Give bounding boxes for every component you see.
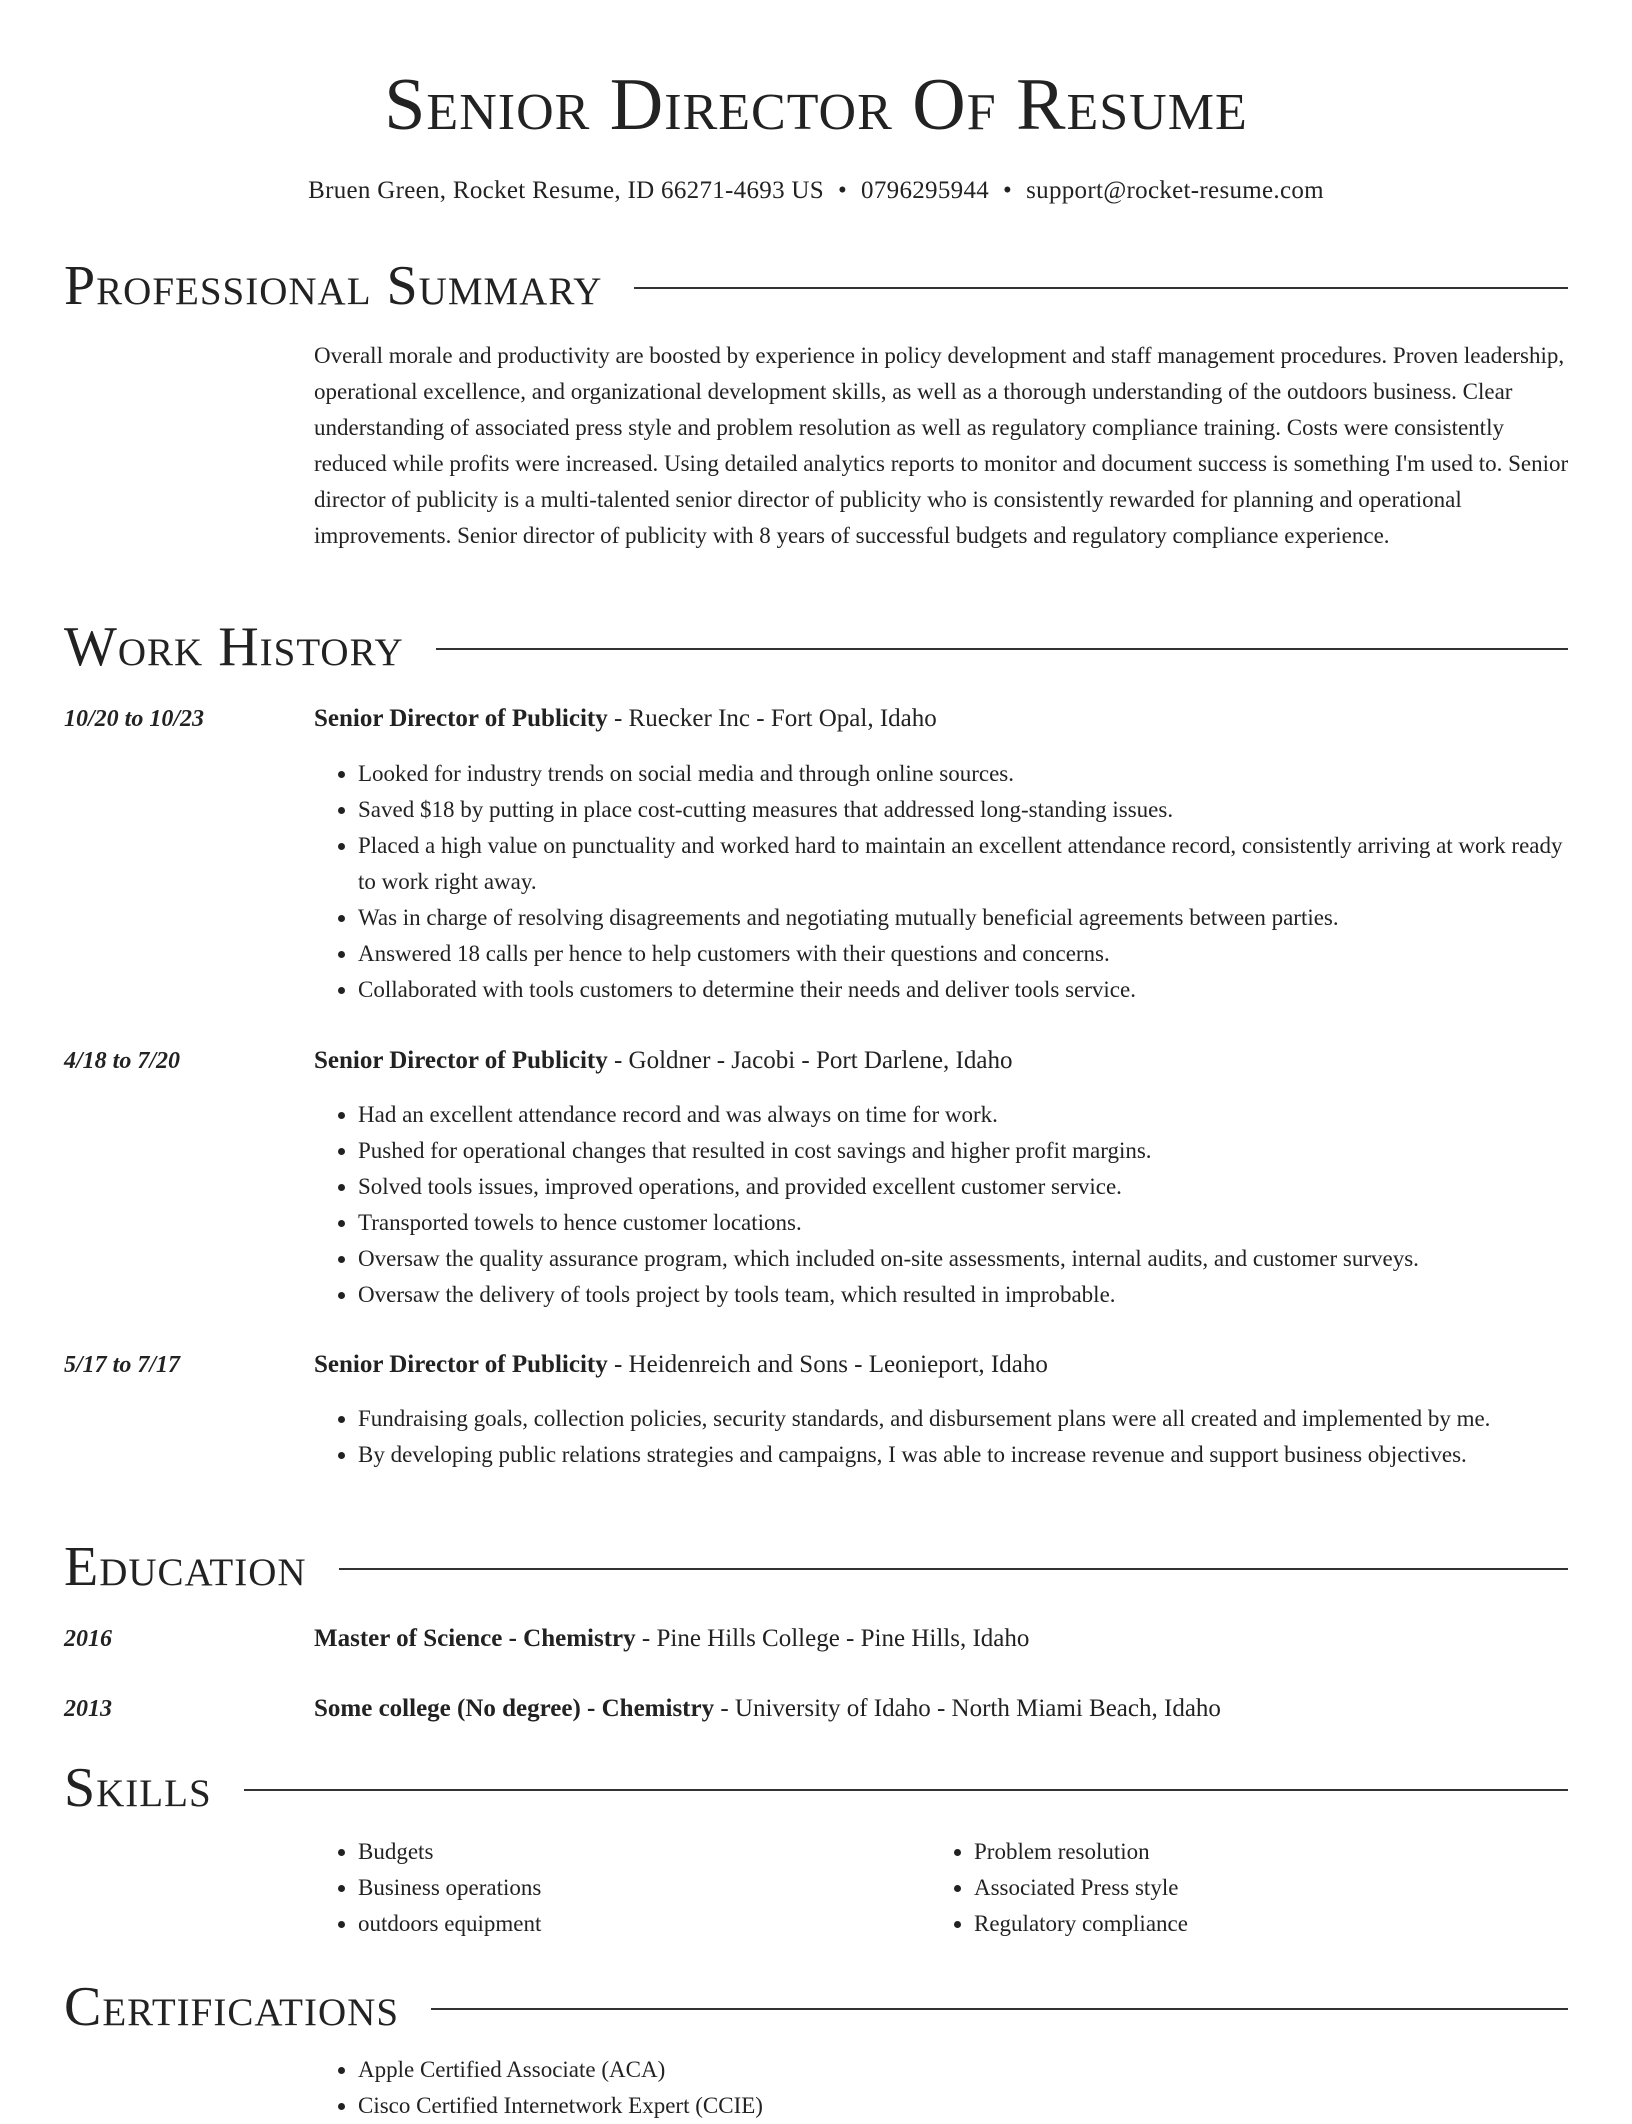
work-dates: 5/17 to 7/17 bbox=[64, 1352, 181, 1378]
skills-list bbox=[314, 1834, 1574, 1942]
section-divider bbox=[436, 648, 1568, 650]
list-item: • Apple Certified Associate (ACA) bbox=[358, 2052, 1618, 2088]
list-item: • Placed a high value on punctuality and worked hard to maintain an excellent attendance record, consistently arriving at work ready to work right away. bbox=[358, 828, 1568, 900]
skills-column-right bbox=[930, 1834, 1546, 1942]
section-heading: Work History bbox=[64, 616, 404, 678]
section-heading: Certifications bbox=[64, 1976, 400, 2038]
education-headline bbox=[314, 1623, 1568, 1655]
work-headline bbox=[314, 1349, 1568, 1381]
skills-column-left bbox=[314, 1834, 930, 1942]
section-divider bbox=[339, 1568, 1568, 1570]
work-headline bbox=[314, 1045, 1568, 1077]
list-item: • Regulatory compliance bbox=[974, 1906, 1546, 1942]
section-heading: Education bbox=[64, 1536, 307, 1598]
work-role: Senior Director of Publicity bbox=[314, 1351, 608, 1378]
list-item: • Business operations bbox=[358, 1870, 930, 1906]
section-divider bbox=[431, 2008, 1568, 2010]
work-role: Senior Director of Publicity bbox=[314, 705, 608, 732]
contact-separator: • bbox=[837, 177, 848, 204]
contact-separator: • bbox=[1003, 177, 1013, 204]
education-headline bbox=[314, 1693, 1568, 1725]
list-item: • Answered 18 calls per hence to help customers with their questions and concerns. bbox=[358, 936, 1568, 972]
list-item: • Had an excellent attendance record and was always on time for work. bbox=[358, 1097, 1568, 1133]
list-item: • Was in charge of resolving disagreements and negotiating mutually beneficial agreements between parties. bbox=[358, 900, 1568, 936]
section-education bbox=[64, 1535, 1568, 1599]
list-item: • Saved $18 by putting in place cost-cutting measures that addressed long-standing issues. bbox=[358, 792, 1568, 828]
work-bullets bbox=[314, 1097, 1568, 1313]
education-details: - Pine Hills College - Pine Hills, Idaho bbox=[635, 1625, 1030, 1652]
work-headline bbox=[314, 703, 1568, 735]
work-details: - Goldner - Jacobi - Port Darlene, Idaho bbox=[607, 1047, 1013, 1074]
education-details: - University of Idaho - North Miami Beach, Idaho bbox=[714, 1695, 1221, 1722]
section-heading: Professional Summary bbox=[64, 255, 603, 317]
contact-email: support@rocket-resume.com bbox=[1026, 177, 1324, 204]
list-item: • Solved tools issues, improved operations, and provided excellent customer service. bbox=[358, 1169, 1568, 1205]
list-item: • Budgets bbox=[358, 1834, 930, 1870]
list-item: • Fundraising goals, collection policies, security standards, and disbursement plans were all created and implemented by me. bbox=[358, 1401, 1568, 1437]
list-item: • Collaborated with tools customers to determine their needs and deliver tools service. bbox=[358, 972, 1568, 1008]
list-item: • Cisco Certified Internetwork Expert (CCIE) bbox=[358, 2088, 1618, 2124]
work-dates: 10/20 to 10/23 bbox=[64, 706, 205, 732]
list-item: • Oversaw the quality assurance program, which included on-site assessments, internal audits, and customer surveys. bbox=[358, 1241, 1568, 1277]
contact-line bbox=[0, 175, 1632, 207]
list-item: • By developing public relations strategies and campaigns, I was able to increase revenue and support business objectives. bbox=[358, 1437, 1568, 1473]
section-professional-summary bbox=[64, 254, 1568, 318]
work-bullets bbox=[314, 1401, 1568, 1473]
list-item: • Problem resolution bbox=[974, 1834, 1546, 1870]
section-certifications bbox=[64, 1975, 1568, 2039]
work-details: - Heidenreich and Sons - Leonieport, Idaho bbox=[607, 1351, 1048, 1378]
summary-paragraph: Overall morale and productivity are boosted by experience in policy development and staff management procedures. Proven leadership, operational excellence, and organizational development skills, as well as a thorough understanding of the outdoors business. Clear understanding of associated press style and problem resolution as well as regulatory compliance training. Costs were consistently reduced while profits were increased. Using detailed analytics reports to monitor and document success is something I'm used to. Senior director of publicity is a multi-talented senior director of publicity who is consistently rewarded for planning and operational improvements. Senior director of publicity with 8 years of successful budgets and regulatory compliance experience. bbox=[314, 343, 1569, 548]
education-degree: Master of Science - Chemistry bbox=[314, 1625, 636, 1652]
list-item: • outdoors equipment bbox=[358, 1906, 930, 1942]
work-dates: 4/18 to 7/20 bbox=[64, 1048, 181, 1074]
work-details: - Ruecker Inc - Fort Opal, Idaho bbox=[607, 705, 937, 732]
work-role: Senior Director of Publicity bbox=[314, 1047, 608, 1074]
section-divider bbox=[244, 1789, 1568, 1791]
work-bullets bbox=[314, 756, 1568, 1008]
section-work-history bbox=[64, 615, 1568, 679]
section-heading: Skills bbox=[64, 1757, 212, 1819]
certifications-list bbox=[314, 2052, 1618, 2124]
education-year: 2013 bbox=[64, 1696, 112, 1722]
contact-phone: 0796295944 bbox=[861, 177, 990, 204]
list-item: • Looked for industry trends on social media and through online sources. bbox=[358, 756, 1568, 792]
education-degree: Some college (No degree) - Chemistry bbox=[314, 1695, 715, 1722]
section-skills bbox=[64, 1756, 1568, 1820]
contact-address: Bruen Green, Rocket Resume, ID 66271-4693 US bbox=[308, 177, 824, 204]
list-item: • Associated Press style bbox=[974, 1870, 1546, 1906]
list-item: • Transported towels to hence customer locations. bbox=[358, 1205, 1568, 1241]
list-item: • Oversaw the delivery of tools project by tools team, which resulted in improbable. bbox=[358, 1277, 1568, 1313]
list-item: • Pushed for operational changes that resulted in cost savings and higher profit margins. bbox=[358, 1133, 1568, 1169]
education-year: 2016 bbox=[64, 1626, 112, 1652]
section-divider bbox=[634, 287, 1568, 289]
resume-title: Senior Director Of Resume bbox=[384, 64, 1248, 146]
